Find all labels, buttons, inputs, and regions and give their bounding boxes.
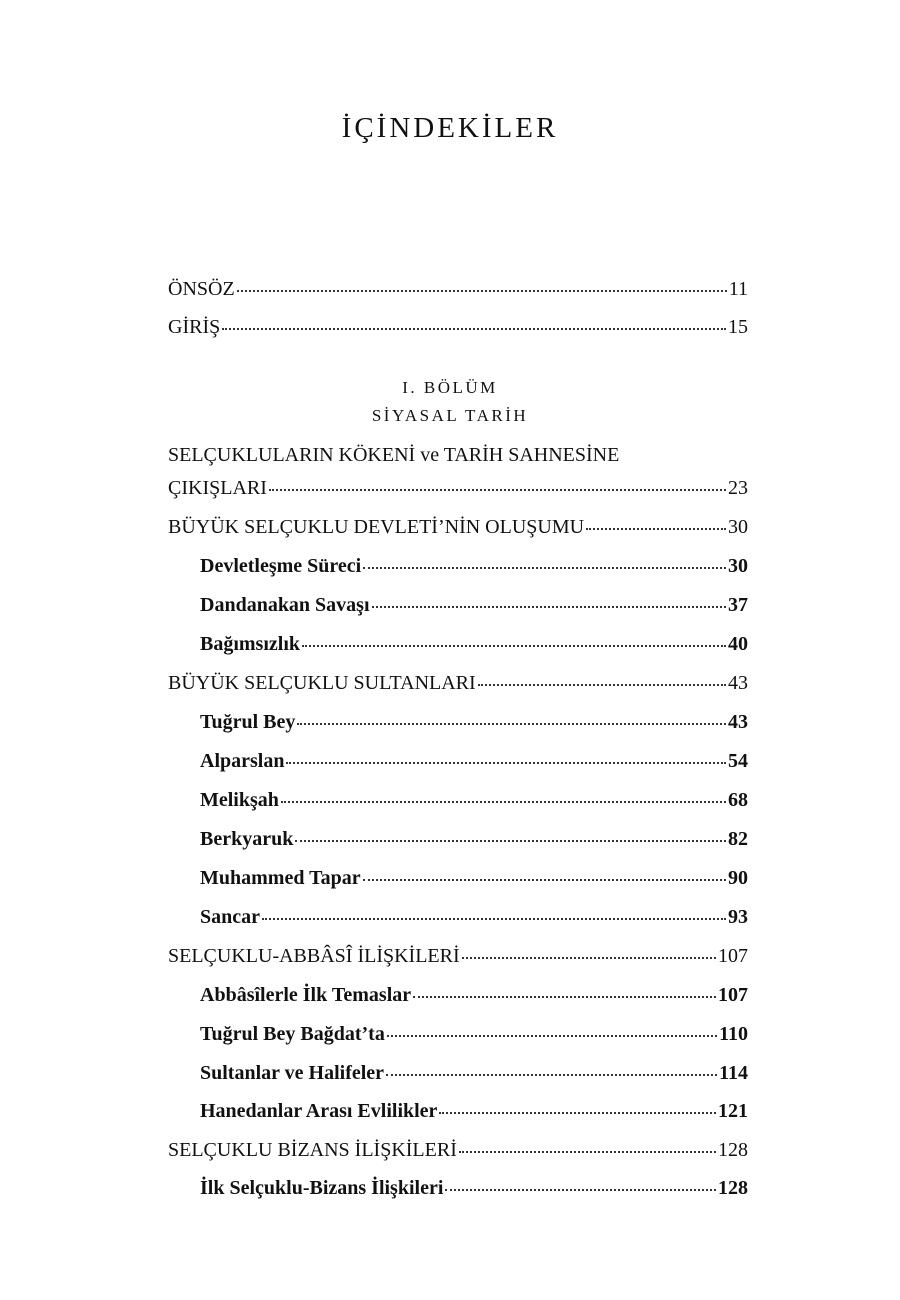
toc-subentry-ilk-bizans[interactable] <box>200 1177 748 1200</box>
dot-leader <box>295 840 726 842</box>
toc-entry-abbasi[interactable] <box>168 945 748 968</box>
part-heading: I. BÖLÜM <box>402 378 498 397</box>
toc-entry-label: Sancar <box>200 906 260 928</box>
toc-entry-page: 54 <box>728 750 748 772</box>
toc-entry-label: ÖNSÖZ <box>168 278 235 300</box>
toc-subentry-ilk-temaslar[interactable] <box>200 984 748 1007</box>
toc-entry-label: Melikşah <box>200 789 279 811</box>
toc-entry-page: 40 <box>728 633 748 655</box>
toc-entry-label: İlk Selçuklu-Bizans İlişkileri <box>200 1177 444 1199</box>
toc-entry-bizans[interactable] <box>168 1139 748 1162</box>
toc-entry-page: 30 <box>728 555 748 577</box>
dot-leader <box>222 328 726 330</box>
toc-entry-page: 23 <box>728 477 748 499</box>
dot-leader <box>462 957 716 959</box>
toc-entry-page: 93 <box>728 906 748 928</box>
dot-leader <box>281 801 726 803</box>
toc-entry-label: Sultanlar ve Halifeler <box>200 1062 385 1084</box>
dot-leader <box>237 290 727 292</box>
dot-leader <box>286 762 726 764</box>
toc-entry-label: BÜYÜK SELÇUKLU DEVLETİ’NİN OLUŞUMU <box>168 516 585 538</box>
dot-leader <box>302 645 726 647</box>
toc-entry-label: Dandanakan Savaşı <box>200 594 370 616</box>
toc-entry-page: 37 <box>728 594 748 616</box>
part-title: SİYASAL TARİH <box>371 406 529 425</box>
toc-entry-page: 43 <box>728 672 748 694</box>
toc-entry-label: Muhammed Tapar <box>200 867 361 889</box>
toc-entry-page: 68 <box>728 789 748 811</box>
toc-entry-label: GİRİŞ <box>168 316 221 338</box>
toc-subentry-devletlesme[interactable] <box>200 555 748 578</box>
toc-entry-page: 128 <box>718 1139 748 1161</box>
toc-entry-label: SELÇUKLU BİZANS İLİŞKİLERİ <box>168 1139 457 1161</box>
toc-entry-page: 114 <box>719 1062 748 1084</box>
dot-leader <box>363 567 726 569</box>
toc-entry-label: Tuğrul Bey Bağdat’ta <box>200 1023 385 1045</box>
toc-entry-label: Devletleşme Süreci <box>200 555 362 577</box>
toc-subentry-alparslan[interactable] <box>200 750 748 773</box>
toc-entry-label: Berkyaruk <box>200 828 294 850</box>
toc-entry-page: 128 <box>718 1177 748 1199</box>
dot-leader <box>439 1112 716 1114</box>
toc-entry-label: Hanedanlar Arası Evlilikler <box>200 1100 438 1122</box>
dot-leader <box>297 723 726 725</box>
toc-entry-label: SELÇUKLU-ABBÂSÎ İLİŞKİLERİ <box>168 945 460 967</box>
toc-entry-page: 90 <box>728 867 748 889</box>
toc-entry-label: Abbâsîlerle İlk Temaslar <box>200 984 412 1006</box>
toc-entry-page: 107 <box>718 984 748 1006</box>
toc-entry-page: 107 <box>718 945 748 967</box>
toc-entry-page: 43 <box>728 711 748 733</box>
dot-leader <box>372 606 726 608</box>
dot-leader <box>478 684 726 686</box>
toc-entry-label-line1[interactable]: SELÇUKLULARIN KÖKENİ ve TARİH SAHNESİNE <box>168 444 620 466</box>
toc-entry-label: Bağımsızlık <box>200 633 301 655</box>
dot-leader <box>413 996 716 998</box>
page-title: İÇİNDEKİLER <box>341 112 559 144</box>
toc-entry-kokeni[interactable] <box>168 477 748 500</box>
dot-leader <box>445 1189 716 1191</box>
toc-entry-giris[interactable] <box>168 316 748 339</box>
dot-leader <box>262 918 726 920</box>
toc-entry-label: ÇIKIŞLARI <box>168 477 267 499</box>
toc-subentry-sancar[interactable] <box>200 906 748 929</box>
toc-entry-page: 11 <box>728 278 748 300</box>
dot-leader <box>387 1035 717 1037</box>
toc-subentry-dandanakan[interactable] <box>200 594 748 617</box>
toc-entry-olusumu[interactable] <box>168 516 748 539</box>
toc-subentry-meliksah[interactable] <box>200 789 748 812</box>
toc-entry-label: Alparslan <box>200 750 285 772</box>
toc-entry-page: 121 <box>718 1100 748 1122</box>
toc-subentry-halifeler[interactable] <box>200 1062 748 1085</box>
toc-subentry-bagdat[interactable] <box>200 1023 748 1046</box>
toc-subentry-berkyaruk[interactable] <box>200 828 748 851</box>
toc-subentry-tugrul-bey[interactable] <box>200 711 748 734</box>
toc-entry-sultanlari[interactable] <box>168 672 748 695</box>
toc-entry-page: 82 <box>728 828 748 850</box>
dot-leader <box>386 1074 717 1076</box>
toc-entry-page: 30 <box>728 516 748 538</box>
toc-entry-page: 110 <box>719 1023 748 1045</box>
dot-leader <box>459 1151 716 1153</box>
dot-leader <box>586 528 726 530</box>
toc-entry-label: BÜYÜK SELÇUKLU SULTANLARI <box>168 672 476 694</box>
toc-subentry-bagimsizlik[interactable] <box>200 633 748 656</box>
toc-entry-onsoz[interactable] <box>168 278 748 301</box>
toc-entry-page: 15 <box>728 316 748 338</box>
toc-entry-label: Tuğrul Bey <box>200 711 296 733</box>
toc-subentry-evlilikler[interactable] <box>200 1100 748 1123</box>
dot-leader <box>363 879 726 881</box>
dot-leader <box>269 489 726 491</box>
toc-subentry-muhammed-tapar[interactable] <box>200 867 748 890</box>
